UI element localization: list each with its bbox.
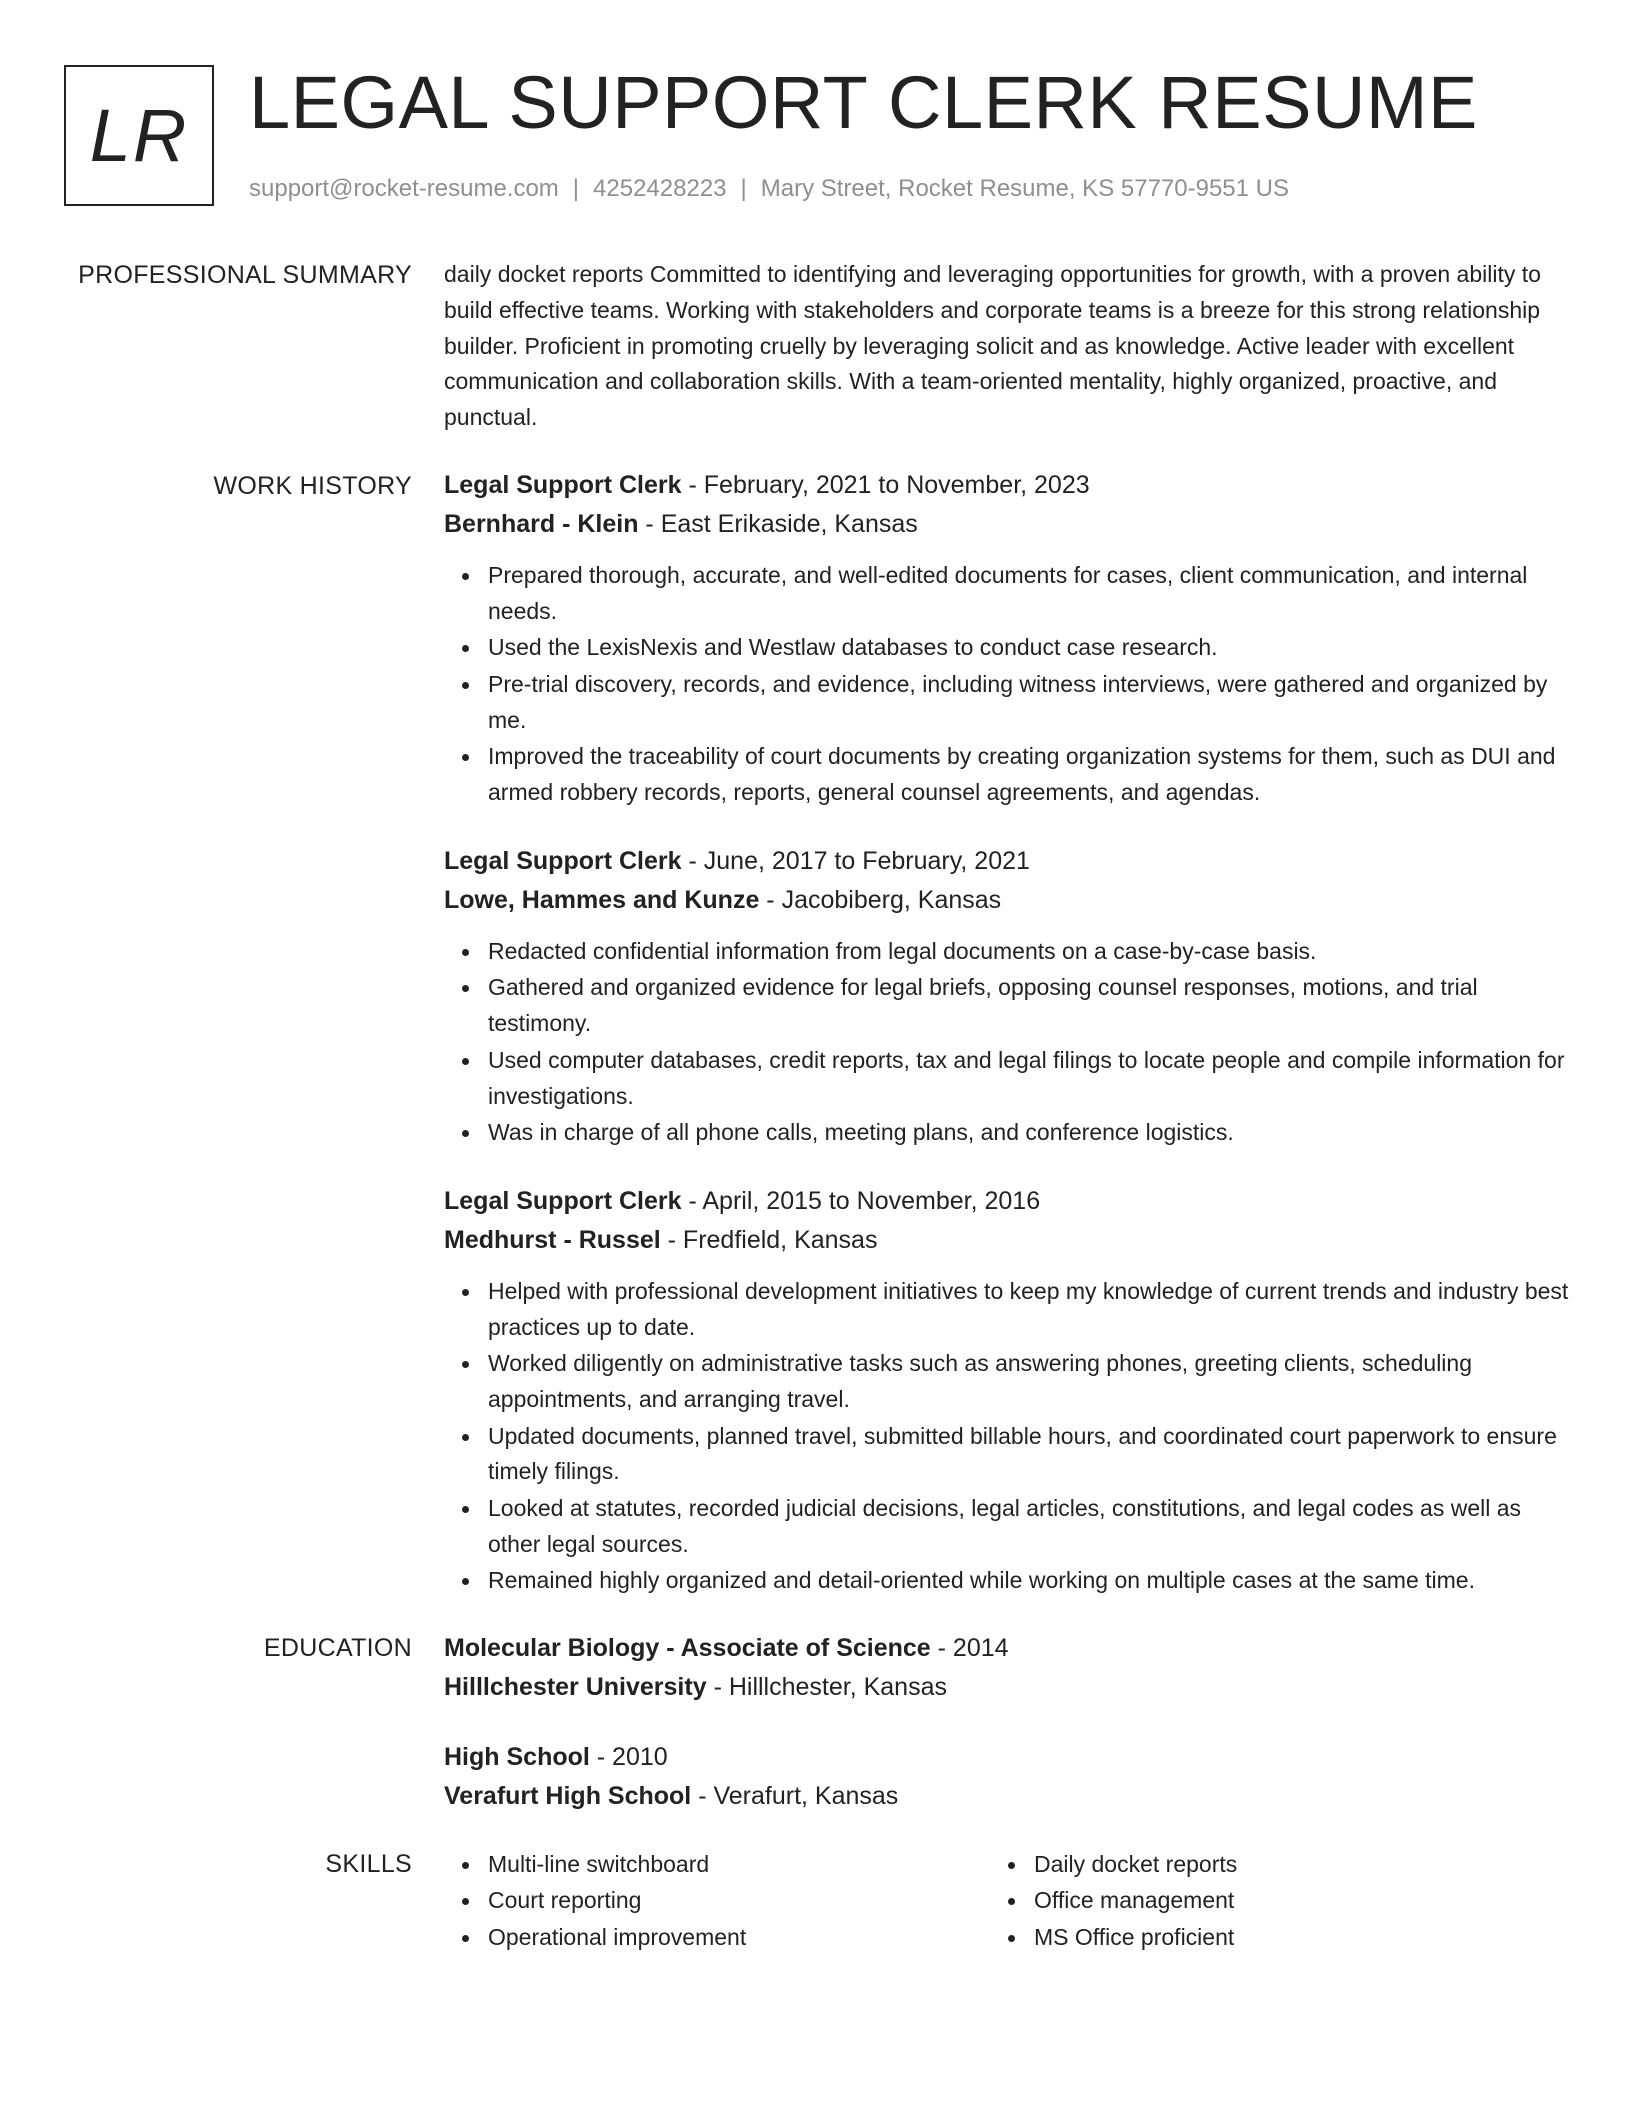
education-degree: Molecular Biology - Associate of Science (444, 1634, 931, 1662)
skills-column-right (990, 1833, 1510, 1956)
job-title-line (444, 1182, 1569, 1221)
list-item: Remained highly organized and detail-oriented while working on multiple cases at the same time. (488, 1563, 1569, 1599)
education-school-line (444, 1668, 1569, 1707)
resume-title: LEGAL SUPPORT CLERK RESUME (249, 61, 1478, 144)
section-label-skills: SKILLS (325, 1850, 412, 1878)
skills-column-left (444, 1833, 964, 1956)
skills-list (990, 1847, 1510, 1956)
skill-item: Daily docket reports (1034, 1847, 1510, 1883)
monogram-logo: LR (64, 65, 214, 206)
education-degree-line (444, 1738, 1569, 1777)
job-bullet-list (444, 558, 1569, 811)
summary-section (444, 257, 1569, 436)
job-company-line (444, 505, 1569, 544)
list-item: Improved the traceability of court documents by creating organization systems for them, such as DUI and armed robbery records, reports, general counsel agreements, and agendas. (488, 739, 1569, 811)
job-dates: - February, 2021 to November, 2023 (681, 471, 1090, 499)
job-location: - Fredfield, Kansas (660, 1226, 878, 1254)
job-title: Legal Support Clerk (444, 471, 682, 499)
list-item: Was in charge of all phone calls, meeting plans, and conference logistics. (488, 1115, 1569, 1151)
job-company-line (444, 881, 1569, 920)
job-dates: - June, 2017 to February, 2021 (681, 847, 1030, 875)
contact-address: Mary Street, Rocket Resume, KS 57770-9551 US (760, 175, 1289, 202)
skill-item: MS Office proficient (1034, 1920, 1510, 1956)
job-title: Legal Support Clerk (444, 847, 682, 875)
job-company: Lowe, Hammes and Kunze (444, 886, 760, 914)
contact-email: support@rocket-resume.com (249, 175, 559, 202)
education-degree: High School (444, 1743, 590, 1771)
contact-phone: 4252428223 (593, 175, 727, 202)
list-item: Gathered and organized evidence for legal briefs, opposing counsel responses, motions, and trial testimony. (488, 970, 1569, 1042)
contact-line (249, 172, 1289, 206)
job-title-line (444, 842, 1569, 881)
list-item: Redacted confidential information from legal documents on a case-by-case basis. (488, 934, 1569, 970)
education-location: - Hilllchester, Kansas (706, 1673, 947, 1701)
list-item: Worked diligently on administrative tasks such as answering phones, greeting clients, scheduling appointments, and arranging travel. (488, 1346, 1569, 1418)
list-item: Prepared thorough, accurate, and well-edited documents for cases, client communication, and internal needs. (488, 558, 1569, 630)
job-bullet-list (444, 934, 1569, 1151)
summary-text: daily docket reports Committed to identifying and leveraging opportunities for growth, with a proven ability to build effective teams. Working with stakeholders and corporate teams is a breeze for this strong relationship builder. Proficient in promoting cruelly by leveraging solicit and as knowledge. Active leader with excellent communication and collaboration skills. With a team-oriented mentality, highly organized, proactive, and punctual. (444, 261, 1541, 431)
list-item: Pre-trial discovery, records, and evidence, including witness interviews, were gathered and organized by me. (488, 667, 1569, 739)
skill-item: Court reporting (488, 1883, 964, 1919)
job-company-line (444, 1221, 1569, 1260)
job-title-line (444, 466, 1569, 505)
section-label-summary: PROFESSIONAL SUMMARY (78, 261, 412, 289)
job-entry (444, 842, 1569, 1152)
education-entry (444, 1629, 1569, 1707)
education-year: - 2010 (589, 1743, 668, 1771)
list-item: Used computer databases, credit reports, tax and legal filings to locate people and compile information for investigations. (488, 1043, 1569, 1115)
contact-separator: | (572, 175, 580, 202)
skills-list (444, 1847, 964, 1956)
list-item: Looked at statutes, recorded judicial decisions, legal articles, constitutions, and legal codes as well as other legal sources. (488, 1491, 1569, 1563)
job-location: - Jacobiberg, Kansas (759, 886, 1002, 914)
job-company: Medhurst - Russel (444, 1226, 661, 1254)
job-location: - East Erikaside, Kansas (638, 510, 918, 538)
list-item: Updated documents, planned travel, submitted billable hours, and coordinated court paperwork to ensure timely filings. (488, 1419, 1569, 1491)
section-label-education: EDUCATION (263, 1634, 412, 1662)
education-degree-line (444, 1629, 1569, 1668)
skill-item: Multi-line switchboard (488, 1847, 964, 1883)
job-company: Bernhard - Klein (444, 510, 639, 538)
job-title: Legal Support Clerk (444, 1187, 682, 1215)
education-school-line (444, 1777, 1569, 1816)
skill-item: Office management (1034, 1883, 1510, 1919)
education-year: - 2014 (930, 1634, 1009, 1662)
job-entry (444, 1182, 1569, 1600)
education-school: Hilllchester University (444, 1673, 707, 1701)
skill-item: Operational improvement (488, 1920, 964, 1956)
education-entry (444, 1738, 1569, 1816)
section-label-work-history: WORK HISTORY (213, 472, 412, 500)
job-bullet-list (444, 1274, 1569, 1599)
list-item: Used the LexisNexis and Westlaw databases to conduct case research. (488, 630, 1569, 666)
education-school: Verafurt High School (444, 1782, 692, 1810)
job-dates: - April, 2015 to November, 2016 (681, 1187, 1041, 1215)
education-location: - Verafurt, Kansas (691, 1782, 899, 1810)
job-entry (444, 466, 1569, 811)
contact-separator: | (740, 175, 747, 202)
list-item: Helped with professional development initiatives to keep my knowledge of current trends and industry best practices up to date. (488, 1274, 1569, 1346)
